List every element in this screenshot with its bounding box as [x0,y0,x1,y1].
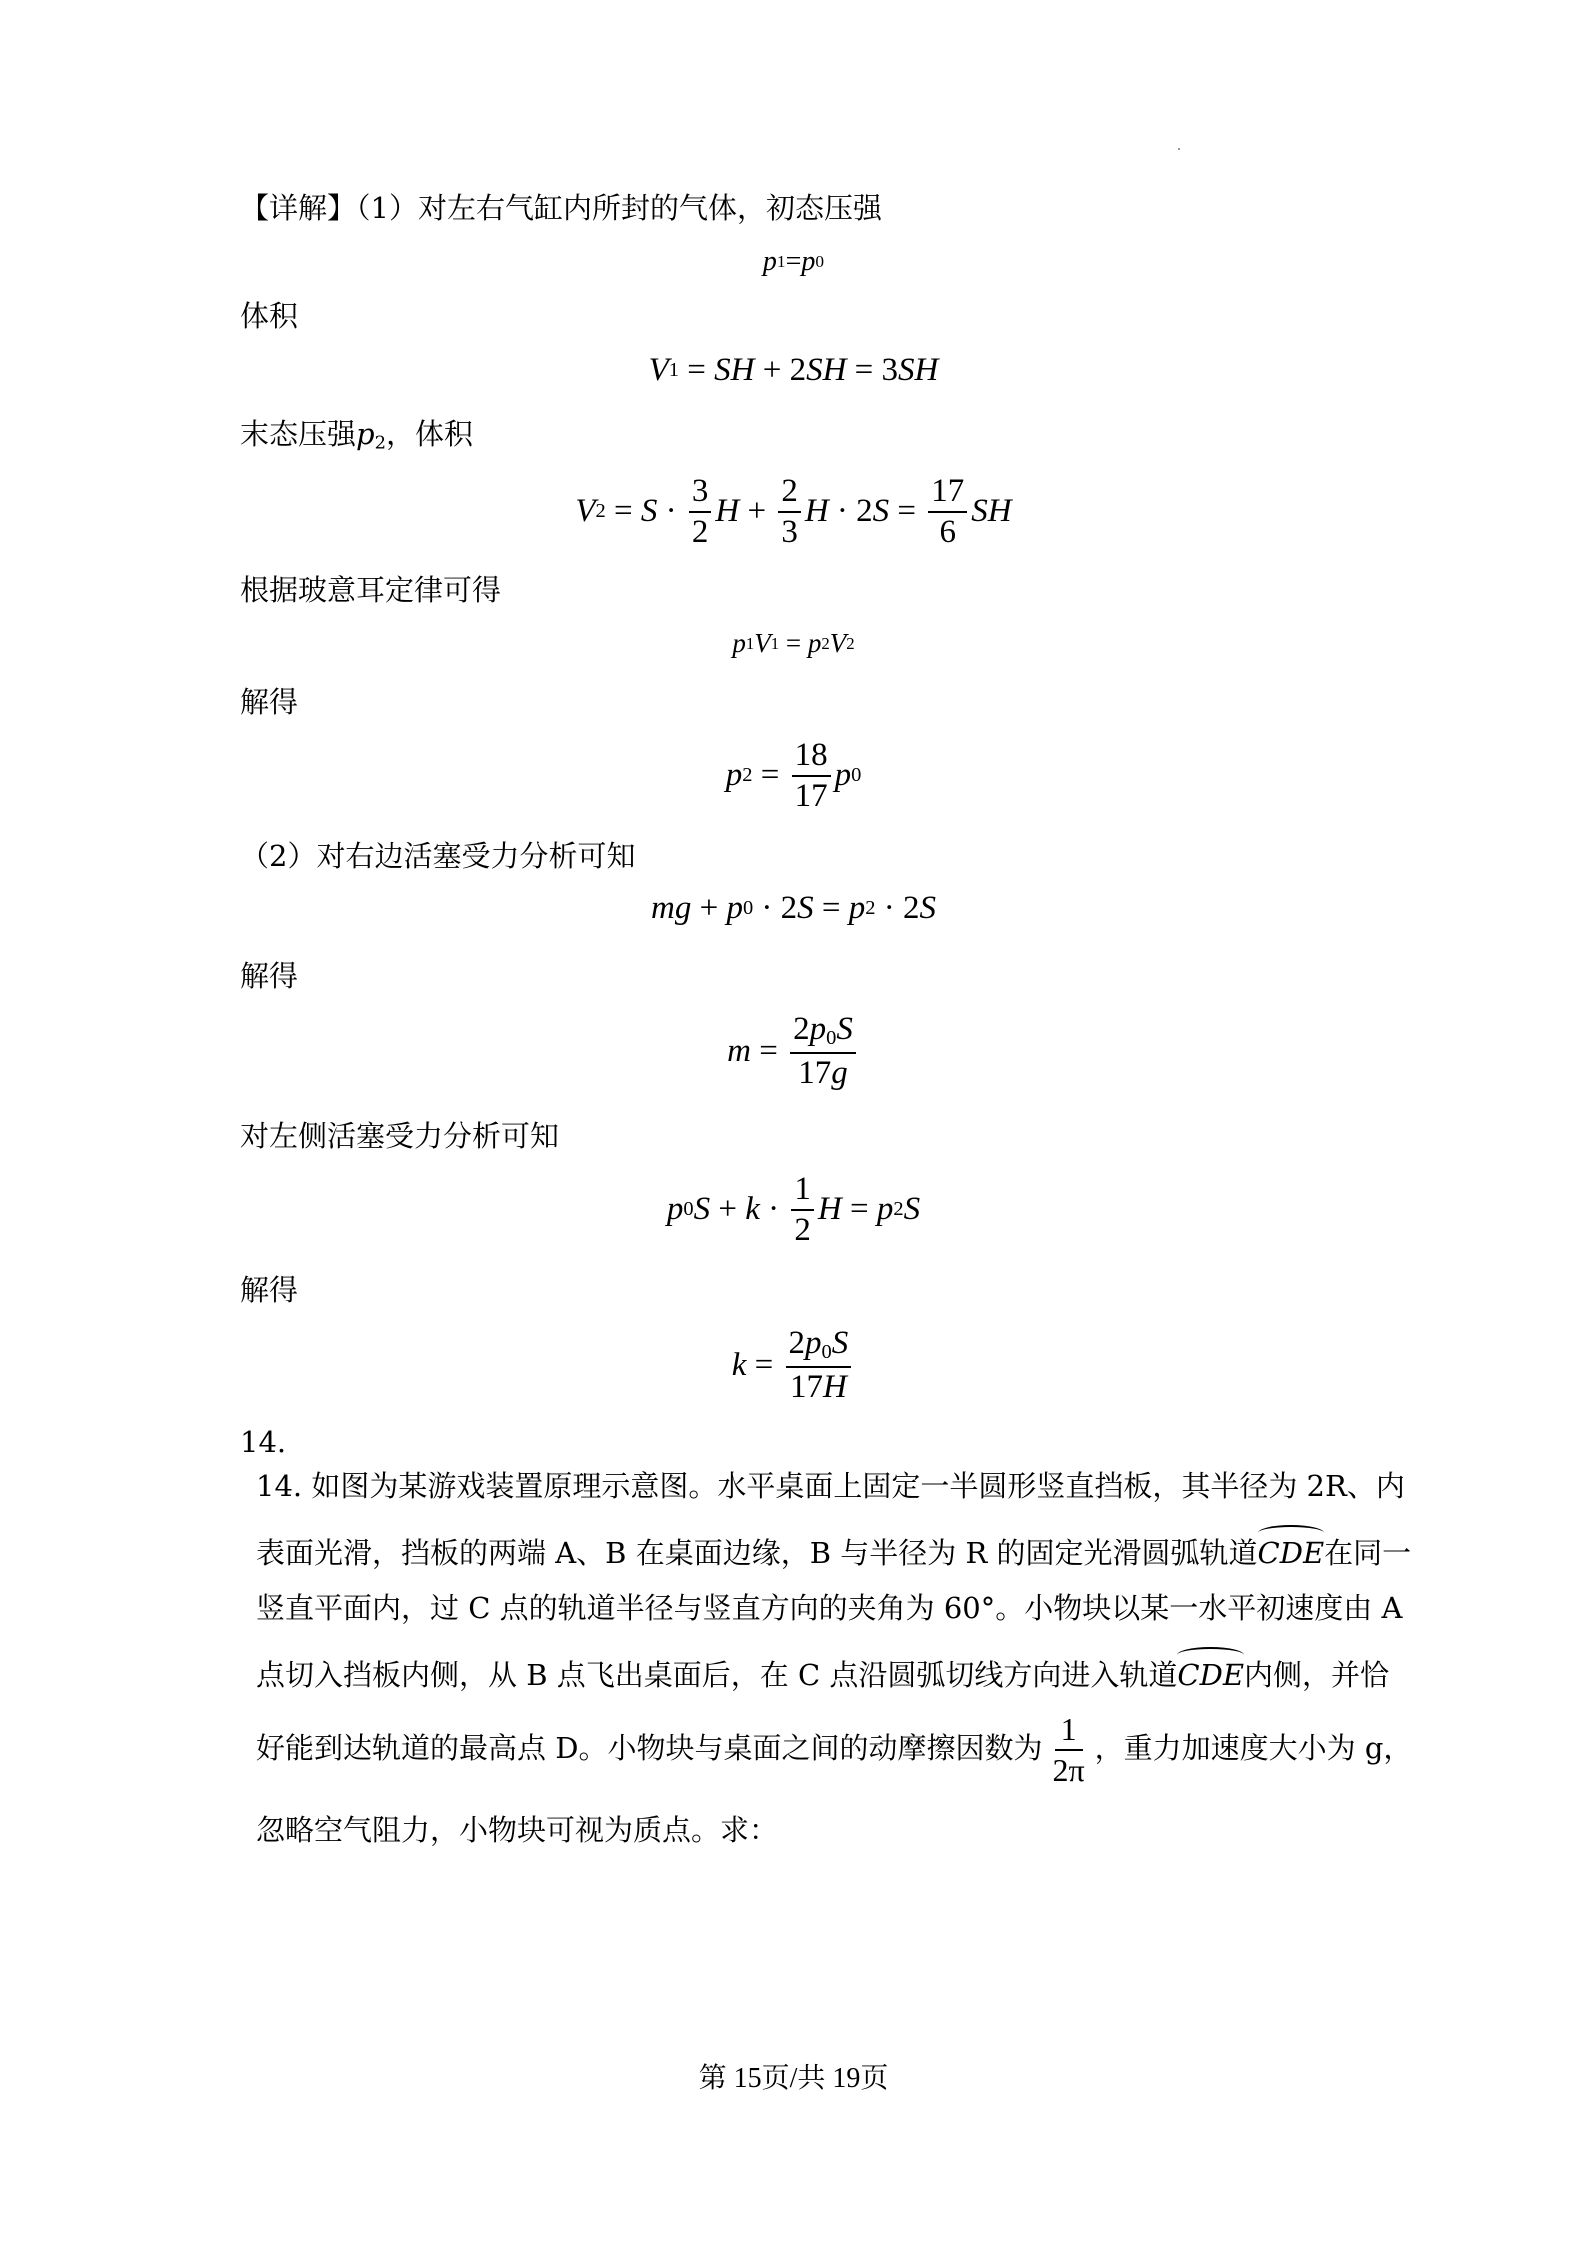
question-line-6: 忽略空气阻力，小物块可视为质点。求： [256,1813,779,1847]
friction-fraction [1046,1712,1090,1788]
friction-denominator: 2π [1052,1752,1085,1789]
equation-left-piston: p 0 S + k · $\frac{1}{2}$ H = p 2 S [666,1171,921,1248]
question-line-5 [256,1712,1412,1788]
left-piston-text: 对左侧活塞受力分析可知 [240,1119,560,1153]
question-line-4-tail: 内侧，并恰 [1243,1658,1389,1692]
equation-p2: p 2 = $\frac{18}{17}$ p 0 [725,737,862,814]
equation-boyle: p 1 V 1 = p 2 V 2 [732,628,855,658]
equation-v1: V 1 = SH + 2 SH = 3 SH [648,352,939,388]
question-line-5-text: 好能到达轨道的最高点 D。小物块与桌面之间的动摩擦因数为 [256,1731,1043,1766]
page-footer: 第 15页/共 19页 [698,2063,889,2094]
question-line-2-tail: 在同一 [1324,1536,1412,1570]
solve-label-2: 解得 [240,959,299,993]
arc-cde-label: CDE [1258,1527,1325,1573]
solution-intro: 【详解】（1）对左右气缸内所封的气体，初态压强 [240,191,882,225]
question-line-2-text: 表面光滑，挡板的两端 A、B 在桌面边缘，B 与半径为 R 的固定光滑圆弧轨道 [256,1536,1258,1570]
question-line-1: 14. 如图为某游戏装置原理示意图。水平桌面上固定一半圆形竖直挡板，其半径为 2R、内 [256,1469,1405,1503]
equation-v2: V 2 = S · $\frac{3}{2}$ H + $\frac{2}{3}$ H · 2 S = $\frac{17}{6}$ SH [575,473,1012,550]
question-line-2 [256,1527,1411,1573]
solve-label-3: 解得 [240,1273,299,1307]
question-line-5-tail: ，重力加速度大小为 g， [1094,1731,1413,1766]
final-state-prefix: 末态压强 [240,417,357,451]
friction-numerator: 1 [1055,1712,1083,1751]
equation-m: m = $\frac{2p_0S}{17g}$ [0,1012,1587,1090]
final-state-line: 末态压强$p_2$，体积 [240,417,474,454]
equation-p1: p 1 = p 0 [762,246,825,277]
final-state-suffix: ，体积 [386,417,474,451]
equation-right-piston: mg + p 0 · 2 S = p 2 · 2 S [650,890,937,926]
question-line-4 [256,1649,1389,1695]
scan-dot [1178,148,1180,150]
equation-k: k = $\frac{2p_0S}{17H}$ [0,1326,1587,1404]
solve-label-1: 解得 [240,685,299,719]
question-number-heading: 14. [240,1425,287,1459]
volume-label: 体积 [240,299,299,333]
part2-intro: （2）对右边活塞受力分析可知 [240,839,636,873]
question-line-3: 竖直平面内，过 C 点的轨道半径与竖直方向的夹角为 60°。小物块以某一水平初速度由 A [256,1591,1403,1625]
boyle-text: 根据玻意耳定律可得 [240,573,502,607]
arc-cde-label-2: CDE [1177,1649,1244,1695]
question-line-4-text: 点切入挡板内侧，从 B 点飞出桌面后，在 C 点沿圆弧切线方向进入轨道 [256,1658,1178,1692]
